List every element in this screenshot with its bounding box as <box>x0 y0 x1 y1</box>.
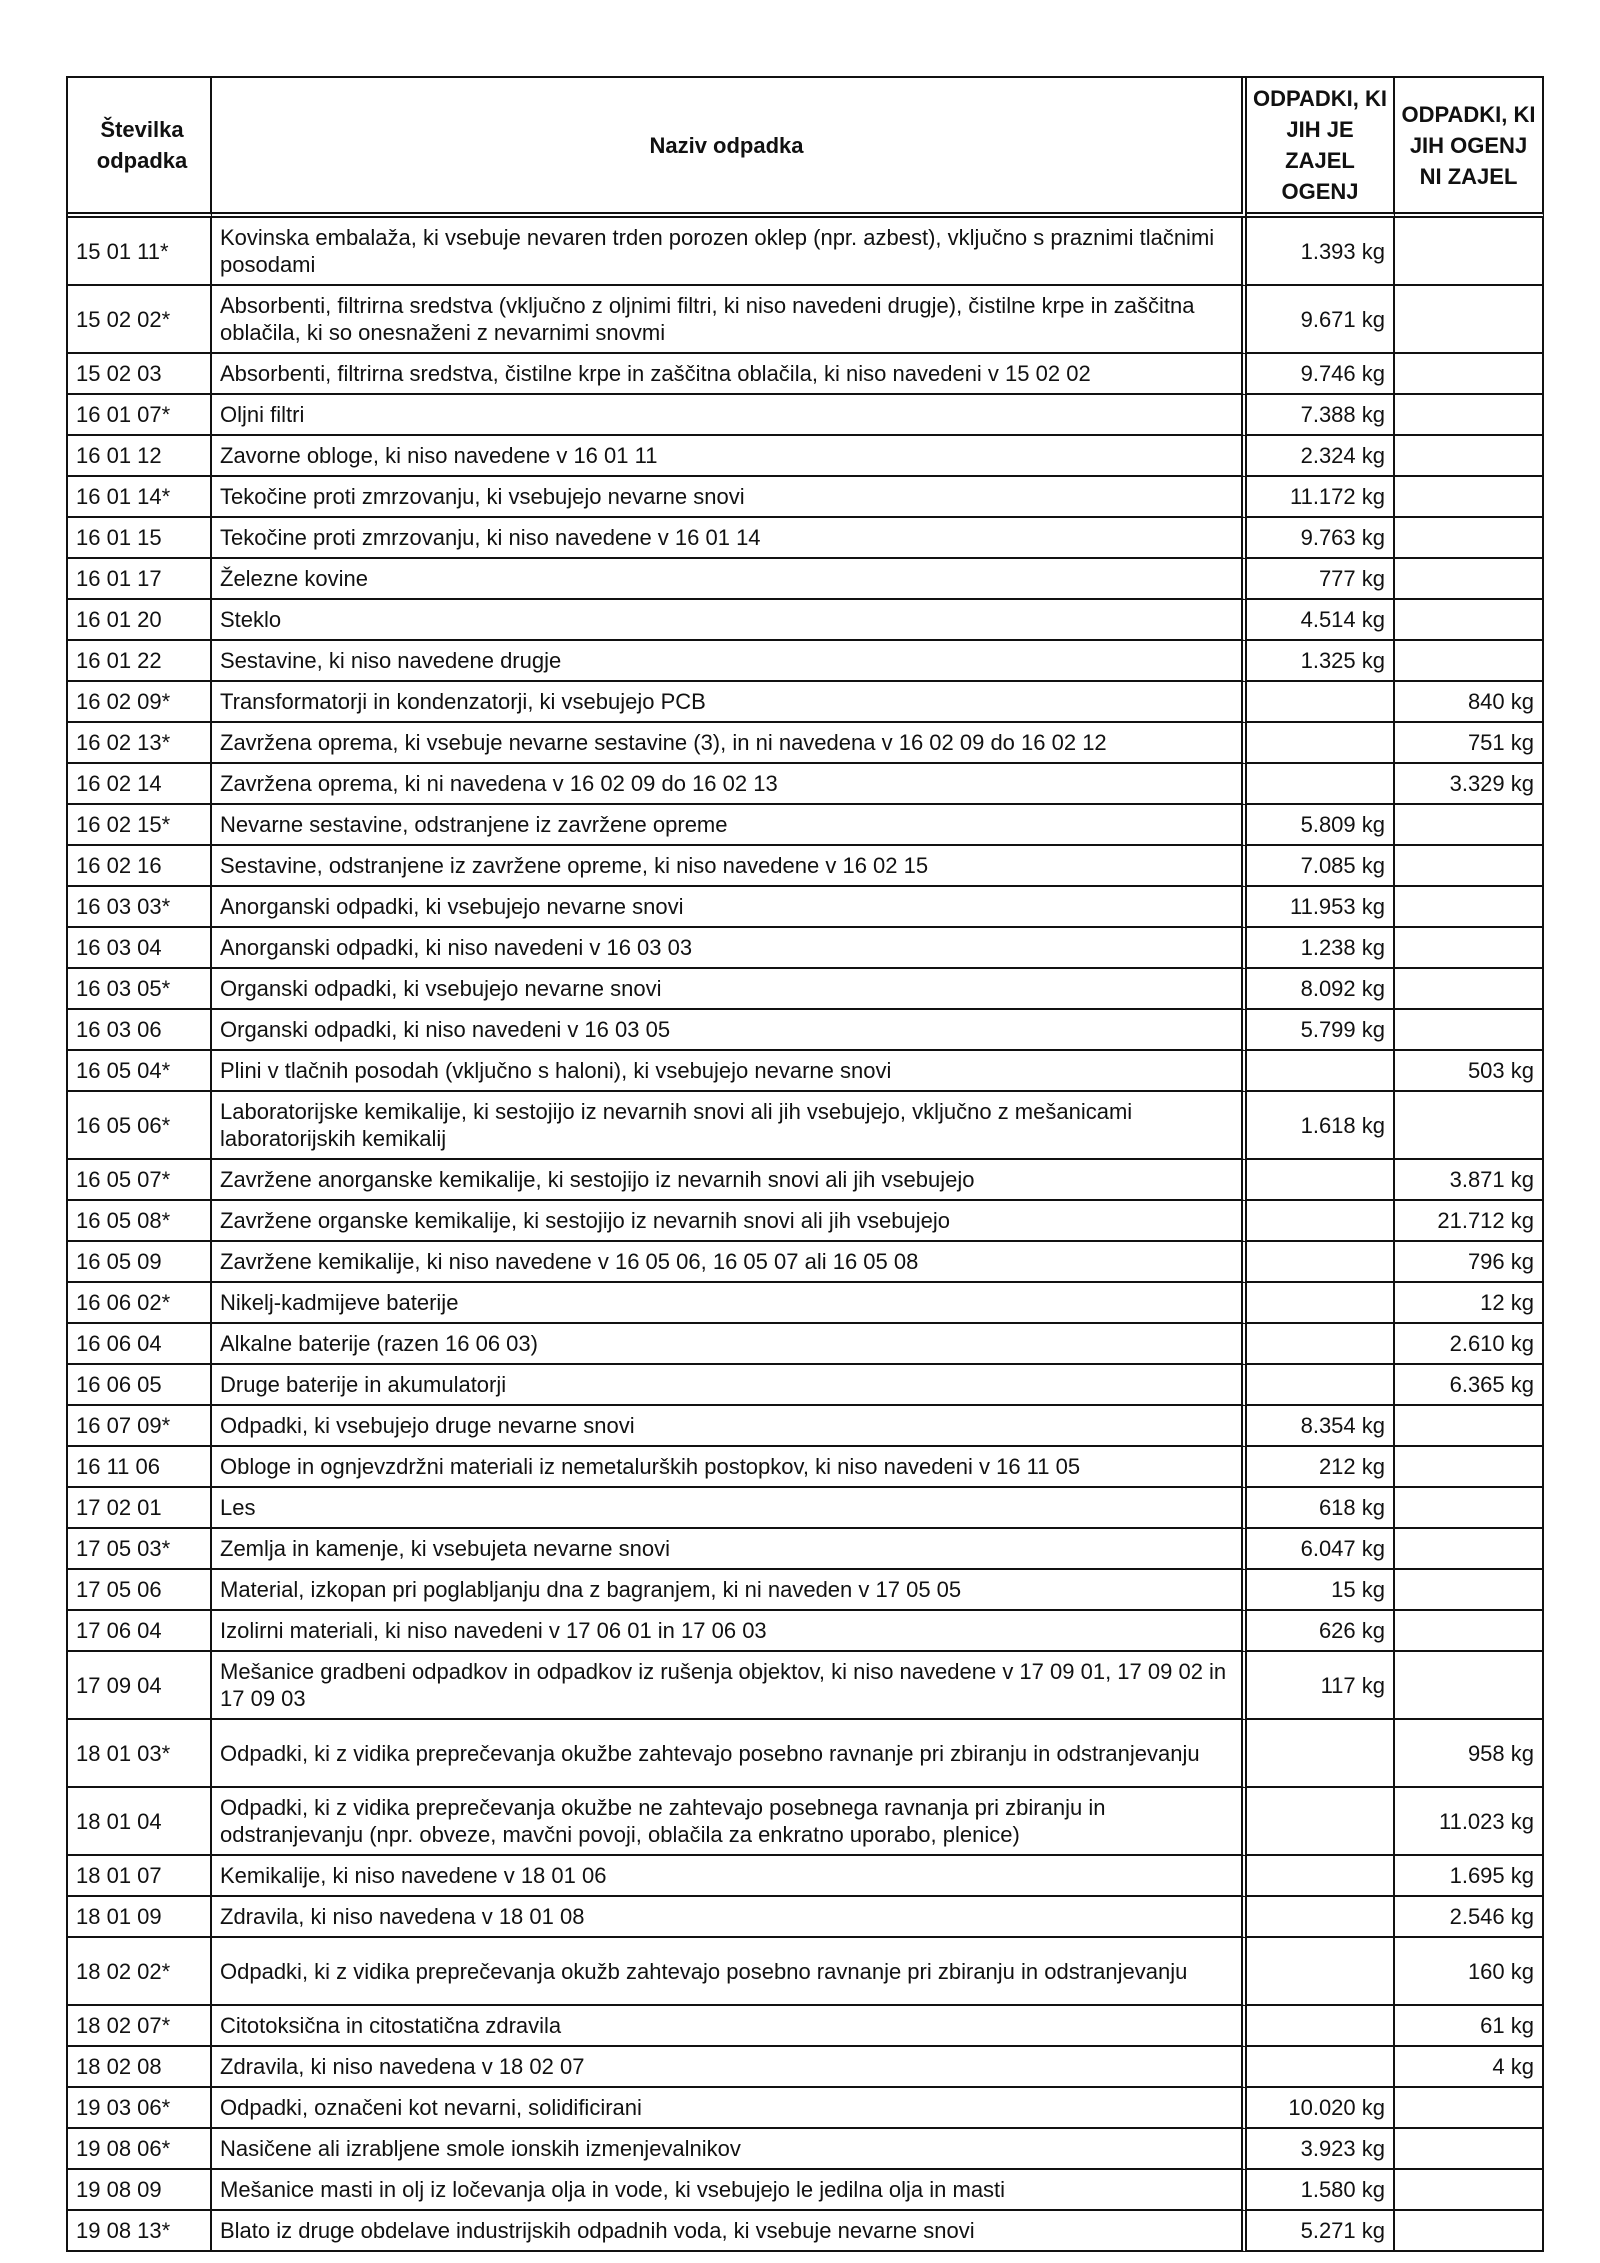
waste-name-cell: Transformatorji in kondenzatorji, ki vsebujejo PCB <box>212 682 1247 723</box>
unburned-amount-cell: 21.712 kg <box>1395 1201 1544 1242</box>
header-row <box>68 78 1544 218</box>
waste-code-cell: 16 01 07* <box>68 395 212 436</box>
unburned-amount-cell <box>1395 805 1544 846</box>
table-row <box>68 928 1544 969</box>
waste-code-cell: 19 08 13* <box>68 2211 212 2252</box>
waste-code-cell: 16 03 04 <box>68 928 212 969</box>
waste-name-cell: Kovinska embalaža, ki vsebuje nevaren trden porozen oklep (npr. azbest), vključno s praznimi tlačnimi posodami <box>212 218 1247 286</box>
burned-amount-cell <box>1247 1051 1395 1092</box>
burned-amount-cell <box>1247 723 1395 764</box>
unburned-amount-cell <box>1395 1488 1544 1529</box>
unburned-amount-cell <box>1395 1406 1544 1447</box>
waste-code-cell: 15 02 02* <box>68 286 212 354</box>
table-row <box>68 1092 1544 1160</box>
table-row <box>68 969 1544 1010</box>
unburned-amount-cell <box>1395 2088 1544 2129</box>
unburned-amount-cell: 3.871 kg <box>1395 1160 1544 1201</box>
unburned-amount-cell <box>1395 1092 1544 1160</box>
burned-amount-cell <box>1247 2006 1395 2047</box>
unburned-amount-cell: 958 kg <box>1395 1720 1544 1788</box>
waste-name-cell: Mešanice masti in olj iz ločevanja olja in vode, ki vsebujejo le jedilna olja in masti <box>212 2170 1247 2211</box>
unburned-amount-cell: 12 kg <box>1395 1283 1544 1324</box>
unburned-amount-cell <box>1395 928 1544 969</box>
table-row <box>68 1938 1544 2006</box>
unburned-amount-cell: 11.023 kg <box>1395 1788 1544 1856</box>
burned-amount-cell: 1.325 kg <box>1247 641 1395 682</box>
table-row <box>68 286 1544 354</box>
waste-name-cell: Železne kovine <box>212 559 1247 600</box>
waste-table <box>66 76 1544 2252</box>
waste-name-cell: Zavržena oprema, ki ni navedena v 16 02 09 do 16 02 13 <box>212 764 1247 805</box>
table-row <box>68 2211 1544 2252</box>
waste-name-cell: Alkalne baterije (razen 16 06 03) <box>212 1324 1247 1365</box>
waste-name-cell: Absorbenti, filtrirna sredstva (vključno z oljnimi filtri, ki niso navedeni drugje), čistilne krpe in zaščitna oblačila, ki so onesnaženi z nevarnimi snovmi <box>212 286 1247 354</box>
waste-name-cell: Tekočine proti zmrzovanju, ki vsebujejo nevarne snovi <box>212 477 1247 518</box>
waste-code-cell: 18 01 03* <box>68 1720 212 1788</box>
waste-code-cell: 17 09 04 <box>68 1652 212 1720</box>
header-waste-name: Naziv odpadka <box>212 78 1247 218</box>
waste-name-cell: Blato iz druge obdelave industrijskih odpadnih voda, ki vsebuje nevarne snovi <box>212 2211 1247 2252</box>
waste-name-cell: Zavržene anorganske kemikalije, ki sestojijo iz nevarnih snovi ali jih vsebujejo <box>212 1160 1247 1201</box>
unburned-amount-cell <box>1395 1570 1544 1611</box>
table-row <box>68 1897 1544 1938</box>
waste-name-cell: Zavržene organske kemikalije, ki sestojijo iz nevarnih snovi ali jih vsebujejo <box>212 1201 1247 1242</box>
unburned-amount-cell: 751 kg <box>1395 723 1544 764</box>
unburned-amount-cell <box>1395 641 1544 682</box>
waste-name-cell: Izolirni materiali, ki niso navedeni v 17 06 01 in 17 06 03 <box>212 1611 1247 1652</box>
table-body <box>68 218 1544 2252</box>
table-row <box>68 682 1544 723</box>
unburned-amount-cell: 3.329 kg <box>1395 764 1544 805</box>
table-row <box>68 2088 1544 2129</box>
table-header <box>68 78 1544 218</box>
waste-name-cell: Laboratorijske kemikalije, ki sestojijo iz nevarnih snovi ali jih vsebujejo, vključno z mešanicami laboratorijskih kemikalij <box>212 1092 1247 1160</box>
table-row <box>68 1720 1544 1788</box>
table-row <box>68 354 1544 395</box>
burned-amount-cell: 5.799 kg <box>1247 1010 1395 1051</box>
header-unburned-waste: ODPADKI, KI JIH OGENJ NI ZAJEL <box>1395 78 1544 218</box>
burned-amount-cell: 9.671 kg <box>1247 286 1395 354</box>
table-row <box>68 1856 1544 1897</box>
table-row <box>68 805 1544 846</box>
waste-code-cell: 16 02 13* <box>68 723 212 764</box>
burned-amount-cell: 9.763 kg <box>1247 518 1395 559</box>
table-row <box>68 2006 1544 2047</box>
waste-name-cell: Anorganski odpadki, ki vsebujejo nevarne snovi <box>212 887 1247 928</box>
waste-code-cell: 16 05 08* <box>68 1201 212 1242</box>
waste-code-cell: 15 01 11* <box>68 218 212 286</box>
waste-name-cell: Obloge in ognjevzdržni materiali iz nemetalurških postopkov, ki niso navedeni v 16 11 05 <box>212 1447 1247 1488</box>
waste-name-cell: Nasičene ali izrabljene smole ionskih izmenjevalnikov <box>212 2129 1247 2170</box>
waste-name-cell: Zavorne obloge, ki niso navedene v 16 01 11 <box>212 436 1247 477</box>
waste-name-cell: Organski odpadki, ki niso navedeni v 16 03 05 <box>212 1010 1247 1051</box>
table-row <box>68 1529 1544 1570</box>
unburned-amount-cell: 61 kg <box>1395 2006 1544 2047</box>
table-row <box>68 477 1544 518</box>
burned-amount-cell: 5.809 kg <box>1247 805 1395 846</box>
burned-amount-cell <box>1247 1938 1395 2006</box>
table-row <box>68 1406 1544 1447</box>
burned-amount-cell: 8.354 kg <box>1247 1406 1395 1447</box>
waste-code-cell: 15 02 03 <box>68 354 212 395</box>
unburned-amount-cell <box>1395 559 1544 600</box>
unburned-amount-cell: 796 kg <box>1395 1242 1544 1283</box>
unburned-amount-cell <box>1395 600 1544 641</box>
waste-code-cell: 16 03 06 <box>68 1010 212 1051</box>
waste-name-cell: Oljni filtri <box>212 395 1247 436</box>
table-row <box>68 600 1544 641</box>
waste-name-cell: Absorbenti, filtrirna sredstva, čistilne krpe in zaščitna oblačila, ki niso navedeni v 15 02 02 <box>212 354 1247 395</box>
burned-amount-cell: 1.618 kg <box>1247 1092 1395 1160</box>
waste-name-cell: Nikelj-kadmijeve baterije <box>212 1283 1247 1324</box>
unburned-amount-cell <box>1395 286 1544 354</box>
table-row <box>68 1611 1544 1652</box>
waste-code-cell: 16 05 04* <box>68 1051 212 1092</box>
table-row <box>68 1570 1544 1611</box>
table-row <box>68 559 1544 600</box>
waste-code-cell: 16 01 20 <box>68 600 212 641</box>
burned-amount-cell <box>1247 2047 1395 2088</box>
unburned-amount-cell: 2.610 kg <box>1395 1324 1544 1365</box>
waste-name-cell: Zemlja in kamenje, ki vsebujeta nevarne snovi <box>212 1529 1247 1570</box>
unburned-amount-cell: 160 kg <box>1395 1938 1544 2006</box>
burned-amount-cell: 618 kg <box>1247 1488 1395 1529</box>
burned-amount-cell: 10.020 kg <box>1247 2088 1395 2129</box>
waste-code-cell: 17 05 03* <box>68 1529 212 1570</box>
unburned-amount-cell <box>1395 354 1544 395</box>
waste-name-cell: Odpadki, ki z vidika preprečevanja okužb zahtevajo posebno ravnanje pri zbiranju in odstranjevanju <box>212 1938 1247 2006</box>
unburned-amount-cell <box>1395 2129 1544 2170</box>
unburned-amount-cell <box>1395 1611 1544 1652</box>
waste-name-cell: Kemikalije, ki niso navedene v 18 01 06 <box>212 1856 1247 1897</box>
waste-name-cell: Tekočine proti zmrzovanju, ki niso navedene v 16 01 14 <box>212 518 1247 559</box>
waste-name-cell: Odpadki, ki z vidika preprečevanja okužbe ne zahtevajo posebnega ravnanja pri zbiranju in odstranjevanju (npr. obveze, mavčni povoji, oblačila za enkratno uporabo, plenice) <box>212 1788 1247 1856</box>
table-row <box>68 2129 1544 2170</box>
waste-code-cell: 17 05 06 <box>68 1570 212 1611</box>
header-waste-number: Številka odpadka <box>68 78 212 218</box>
table-row <box>68 436 1544 477</box>
table-row <box>68 1242 1544 1283</box>
burned-amount-cell <box>1247 1365 1395 1406</box>
burned-amount-cell: 5.271 kg <box>1247 2211 1395 2252</box>
burned-amount-cell <box>1247 1201 1395 1242</box>
burned-amount-cell: 8.092 kg <box>1247 969 1395 1010</box>
burned-amount-cell: 1.580 kg <box>1247 2170 1395 2211</box>
table-row <box>68 518 1544 559</box>
waste-name-cell: Odpadki, označeni kot nevarni, solidificirani <box>212 2088 1247 2129</box>
waste-code-cell: 17 02 01 <box>68 1488 212 1529</box>
waste-code-cell: 18 02 08 <box>68 2047 212 2088</box>
table-row <box>68 1283 1544 1324</box>
burned-amount-cell: 4.514 kg <box>1247 600 1395 641</box>
table-row <box>68 218 1544 286</box>
unburned-amount-cell <box>1395 1652 1544 1720</box>
waste-code-cell: 18 01 07 <box>68 1856 212 1897</box>
unburned-amount-cell: 6.365 kg <box>1395 1365 1544 1406</box>
table-row <box>68 1160 1544 1201</box>
waste-code-cell: 16 07 09* <box>68 1406 212 1447</box>
waste-name-cell: Zavržene kemikalije, ki niso navedene v 16 05 06, 16 05 07 ali 16 05 08 <box>212 1242 1247 1283</box>
burned-amount-cell: 11.172 kg <box>1247 477 1395 518</box>
waste-code-cell: 16 02 16 <box>68 846 212 887</box>
waste-name-cell: Odpadki, ki z vidika preprečevanja okužbe zahtevajo posebno ravnanje pri zbiranju in odstranjevanju <box>212 1720 1247 1788</box>
waste-code-cell: 19 08 06* <box>68 2129 212 2170</box>
burned-amount-cell <box>1247 1788 1395 1856</box>
waste-code-cell: 17 06 04 <box>68 1611 212 1652</box>
unburned-amount-cell <box>1395 969 1544 1010</box>
waste-code-cell: 16 01 12 <box>68 436 212 477</box>
unburned-amount-cell <box>1395 477 1544 518</box>
waste-name-cell: Sestavine, odstranjene iz zavržene opreme, ki niso navedene v 16 02 15 <box>212 846 1247 887</box>
waste-code-cell: 16 02 15* <box>68 805 212 846</box>
waste-code-cell: 16 01 15 <box>68 518 212 559</box>
waste-code-cell: 16 11 06 <box>68 1447 212 1488</box>
waste-name-cell: Steklo <box>212 600 1247 641</box>
unburned-amount-cell: 503 kg <box>1395 1051 1544 1092</box>
table-row <box>68 846 1544 887</box>
waste-code-cell: 16 03 03* <box>68 887 212 928</box>
waste-code-cell: 16 06 02* <box>68 1283 212 1324</box>
burned-amount-cell: 1.238 kg <box>1247 928 1395 969</box>
burned-amount-cell: 9.746 kg <box>1247 354 1395 395</box>
waste-name-cell: Zdravila, ki niso navedena v 18 02 07 <box>212 2047 1247 2088</box>
waste-code-cell: 16 06 04 <box>68 1324 212 1365</box>
waste-code-cell: 16 01 22 <box>68 641 212 682</box>
unburned-amount-cell <box>1395 2211 1544 2252</box>
waste-code-cell: 16 01 14* <box>68 477 212 518</box>
waste-name-cell: Plini v tlačnih posodah (vključno s haloni), ki vsebujejo nevarne snovi <box>212 1051 1247 1092</box>
burned-amount-cell: 117 kg <box>1247 1652 1395 1720</box>
waste-name-cell: Zavržena oprema, ki vsebuje nevarne sestavine (3), in ni navedena v 16 02 09 do 16 02 12 <box>212 723 1247 764</box>
burned-amount-cell: 2.324 kg <box>1247 436 1395 477</box>
waste-code-cell: 16 03 05* <box>68 969 212 1010</box>
table-row <box>68 641 1544 682</box>
burned-amount-cell <box>1247 1897 1395 1938</box>
burned-amount-cell <box>1247 682 1395 723</box>
unburned-amount-cell <box>1395 1447 1544 1488</box>
unburned-amount-cell <box>1395 518 1544 559</box>
waste-code-cell: 16 05 06* <box>68 1092 212 1160</box>
waste-code-cell: 16 02 09* <box>68 682 212 723</box>
waste-name-cell: Les <box>212 1488 1247 1529</box>
burned-amount-cell: 212 kg <box>1247 1447 1395 1488</box>
waste-name-cell: Nevarne sestavine, odstranjene iz zavržene opreme <box>212 805 1247 846</box>
burned-amount-cell <box>1247 764 1395 805</box>
waste-code-cell: 19 08 09 <box>68 2170 212 2211</box>
waste-code-cell: 16 05 07* <box>68 1160 212 1201</box>
table-row <box>68 1365 1544 1406</box>
waste-name-cell: Odpadki, ki vsebujejo druge nevarne snovi <box>212 1406 1247 1447</box>
header-burned-waste: ODPADKI, KI JIH JE ZAJEL OGENJ <box>1247 78 1395 218</box>
unburned-amount-cell <box>1395 1529 1544 1570</box>
waste-code-cell: 18 01 04 <box>68 1788 212 1856</box>
table-row <box>68 1788 1544 1856</box>
waste-code-cell: 16 06 05 <box>68 1365 212 1406</box>
unburned-amount-cell <box>1395 846 1544 887</box>
waste-code-cell: 16 05 09 <box>68 1242 212 1283</box>
table-row <box>68 723 1544 764</box>
waste-code-cell: 19 03 06* <box>68 2088 212 2129</box>
burned-amount-cell <box>1247 1160 1395 1201</box>
unburned-amount-cell: 1.695 kg <box>1395 1856 1544 1897</box>
table-row <box>68 2170 1544 2211</box>
table-row <box>68 1051 1544 1092</box>
unburned-amount-cell: 840 kg <box>1395 682 1544 723</box>
burned-amount-cell <box>1247 1720 1395 1788</box>
unburned-amount-cell <box>1395 395 1544 436</box>
waste-name-cell: Sestavine, ki niso navedene drugje <box>212 641 1247 682</box>
waste-name-cell: Organski odpadki, ki vsebujejo nevarne snovi <box>212 969 1247 1010</box>
waste-name-cell: Anorganski odpadki, ki niso navedeni v 16 03 03 <box>212 928 1247 969</box>
burned-amount-cell: 3.923 kg <box>1247 2129 1395 2170</box>
burned-amount-cell <box>1247 1283 1395 1324</box>
unburned-amount-cell <box>1395 218 1544 286</box>
unburned-amount-cell <box>1395 887 1544 928</box>
unburned-amount-cell <box>1395 2170 1544 2211</box>
table-row <box>68 764 1544 805</box>
table-row <box>68 395 1544 436</box>
table-row <box>68 2047 1544 2088</box>
unburned-amount-cell: 4 kg <box>1395 2047 1544 2088</box>
table-row <box>68 1447 1544 1488</box>
waste-name-cell: Mešanice gradbeni odpadkov in odpadkov iz rušenja objektov, ki niso navedene v 17 09 01, 17 09 02 in 17 09 03 <box>212 1652 1247 1720</box>
burned-amount-cell <box>1247 1856 1395 1897</box>
table-row <box>68 1324 1544 1365</box>
burned-amount-cell: 11.953 kg <box>1247 887 1395 928</box>
table-row <box>68 1010 1544 1051</box>
table-row <box>68 1201 1544 1242</box>
burned-amount-cell <box>1247 1242 1395 1283</box>
burned-amount-cell: 777 kg <box>1247 559 1395 600</box>
burned-amount-cell: 7.085 kg <box>1247 846 1395 887</box>
waste-code-cell: 18 02 07* <box>68 2006 212 2047</box>
table-row <box>68 1652 1544 1720</box>
waste-code-cell: 16 01 17 <box>68 559 212 600</box>
waste-name-cell: Druge baterije in akumulatorji <box>212 1365 1247 1406</box>
waste-code-cell: 18 02 02* <box>68 1938 212 2006</box>
unburned-amount-cell <box>1395 436 1544 477</box>
waste-name-cell: Zdravila, ki niso navedena v 18 01 08 <box>212 1897 1247 1938</box>
burned-amount-cell: 7.388 kg <box>1247 395 1395 436</box>
burned-amount-cell: 15 kg <box>1247 1570 1395 1611</box>
unburned-amount-cell: 2.546 kg <box>1395 1897 1544 1938</box>
waste-code-cell: 18 01 09 <box>68 1897 212 1938</box>
waste-name-cell: Material, izkopan pri poglabljanju dna z bagranjem, ki ni naveden v 17 05 05 <box>212 1570 1247 1611</box>
waste-code-cell: 16 02 14 <box>68 764 212 805</box>
waste-name-cell: Citotoksična in citostatična zdravila <box>212 2006 1247 2047</box>
burned-amount-cell <box>1247 1324 1395 1365</box>
table-row <box>68 1488 1544 1529</box>
burned-amount-cell: 626 kg <box>1247 1611 1395 1652</box>
burned-amount-cell: 1.393 kg <box>1247 218 1395 286</box>
unburned-amount-cell <box>1395 1010 1544 1051</box>
table-row <box>68 887 1544 928</box>
burned-amount-cell: 6.047 kg <box>1247 1529 1395 1570</box>
